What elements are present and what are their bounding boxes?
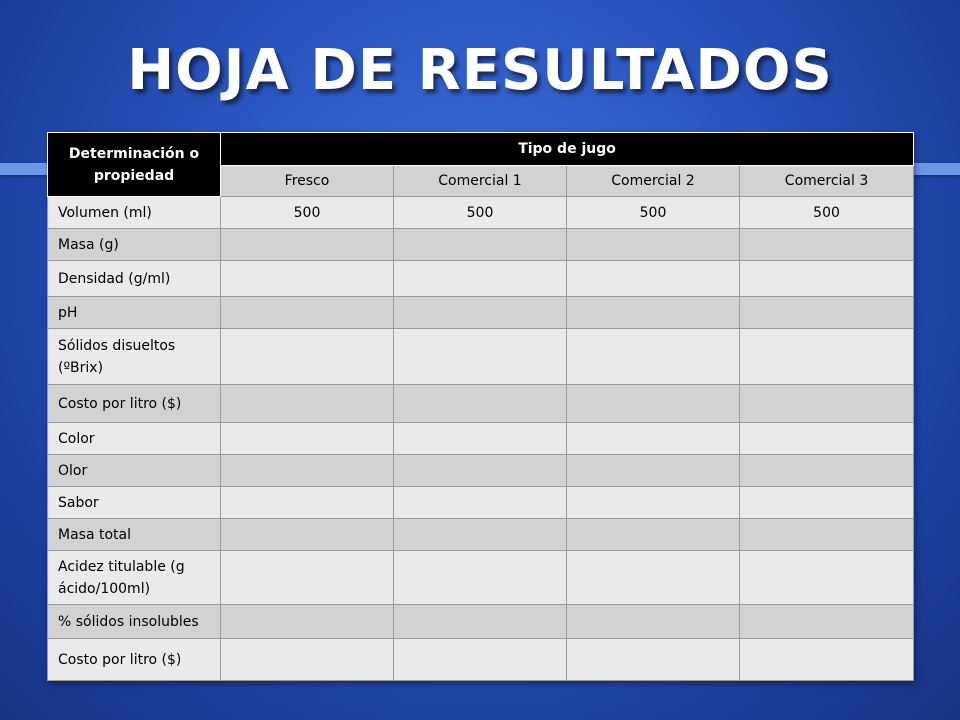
row-label: Costo por litro ($)	[48, 385, 221, 423]
table-cell[interactable]	[221, 329, 394, 385]
table-cell[interactable]	[567, 261, 740, 297]
table-row	[48, 455, 914, 487]
table-row	[48, 329, 914, 385]
table-cell[interactable]	[740, 605, 914, 639]
table-cell[interactable]	[394, 519, 567, 551]
row-label: Color	[48, 423, 221, 455]
table-cell[interactable]	[221, 639, 394, 681]
row-label: Densidad (g/ml)	[48, 261, 221, 297]
table-cell[interactable]	[394, 487, 567, 519]
table-cell[interactable]: 500	[221, 197, 394, 229]
table-cell[interactable]	[567, 385, 740, 423]
table-cell[interactable]	[221, 297, 394, 329]
row-label: Volumen (ml)	[48, 197, 221, 229]
results-table	[47, 132, 914, 681]
table-cell[interactable]	[567, 551, 740, 605]
decorative-bar-left	[0, 163, 48, 175]
table-row	[48, 519, 914, 551]
row-label: Olor	[48, 455, 221, 487]
table-cell[interactable]	[567, 605, 740, 639]
table-cell[interactable]	[740, 385, 914, 423]
table-cell[interactable]	[740, 261, 914, 297]
table-row	[48, 229, 914, 261]
table-cell[interactable]	[567, 329, 740, 385]
table-cell[interactable]	[394, 551, 567, 605]
table-row	[48, 385, 914, 423]
row-label: Sabor	[48, 487, 221, 519]
table-cell[interactable]	[740, 423, 914, 455]
column-header-comercial-1: Comercial 1	[394, 166, 567, 197]
table-cell[interactable]	[221, 385, 394, 423]
table-cell[interactable]	[740, 229, 914, 261]
table-cell[interactable]	[394, 639, 567, 681]
table-row	[48, 605, 914, 639]
table-cell[interactable]	[221, 261, 394, 297]
page-title: HOJA DE RESULTADOS	[127, 38, 833, 103]
table-row	[48, 639, 914, 681]
table-cell[interactable]	[740, 551, 914, 605]
table-cell[interactable]	[394, 455, 567, 487]
table-cell[interactable]	[567, 297, 740, 329]
table-cell[interactable]	[567, 455, 740, 487]
table-cell[interactable]	[567, 519, 740, 551]
column-header-comercial-2: Comercial 2	[567, 166, 740, 197]
table-cell[interactable]	[740, 639, 914, 681]
table-cell[interactable]	[567, 487, 740, 519]
table-cell[interactable]	[221, 551, 394, 605]
row-label: pH	[48, 297, 221, 329]
table-cell[interactable]	[740, 487, 914, 519]
table-cell[interactable]: 500	[567, 197, 740, 229]
table-cell[interactable]	[394, 423, 567, 455]
header-property: Determinación o propiedad	[48, 133, 221, 197]
table-row	[48, 197, 914, 229]
table-cell[interactable]	[394, 261, 567, 297]
row-label: Masa total	[48, 519, 221, 551]
table-cell[interactable]	[221, 519, 394, 551]
table-cell[interactable]	[567, 423, 740, 455]
table-row	[48, 261, 914, 297]
table-row	[48, 551, 914, 605]
table-cell[interactable]	[221, 423, 394, 455]
table-cell[interactable]	[740, 519, 914, 551]
table-cell[interactable]	[740, 455, 914, 487]
row-label: Masa (g)	[48, 229, 221, 261]
table-row	[48, 487, 914, 519]
column-header-comercial-3: Comercial 3	[740, 166, 914, 197]
table-cell[interactable]	[567, 229, 740, 261]
table-cell[interactable]: 500	[740, 197, 914, 229]
column-header-fresco: Fresco	[221, 166, 394, 197]
table-cell[interactable]	[394, 229, 567, 261]
table-cell[interactable]	[394, 329, 567, 385]
table-cell[interactable]	[394, 605, 567, 639]
table-row	[48, 423, 914, 455]
table-cell[interactable]	[567, 639, 740, 681]
row-label: % sólidos insolubles	[48, 605, 221, 639]
table-cell[interactable]	[221, 605, 394, 639]
table-cell[interactable]	[221, 229, 394, 261]
table-cell[interactable]	[740, 329, 914, 385]
decorative-bar-right	[912, 163, 960, 175]
table-cell[interactable]: 500	[394, 197, 567, 229]
table-cell[interactable]	[740, 297, 914, 329]
header-juice-type: Tipo de jugo	[221, 133, 914, 166]
table-cell[interactable]	[394, 385, 567, 423]
table-cell[interactable]	[221, 487, 394, 519]
row-label: Costo por litro ($)	[48, 639, 221, 681]
table-cell[interactable]	[221, 455, 394, 487]
table-cell[interactable]	[394, 297, 567, 329]
row-label: Sólidos disueltos (ºBrix)	[48, 329, 221, 385]
table-row	[48, 297, 914, 329]
row-label: Acidez titulable (g ácido/100ml)	[48, 551, 221, 605]
